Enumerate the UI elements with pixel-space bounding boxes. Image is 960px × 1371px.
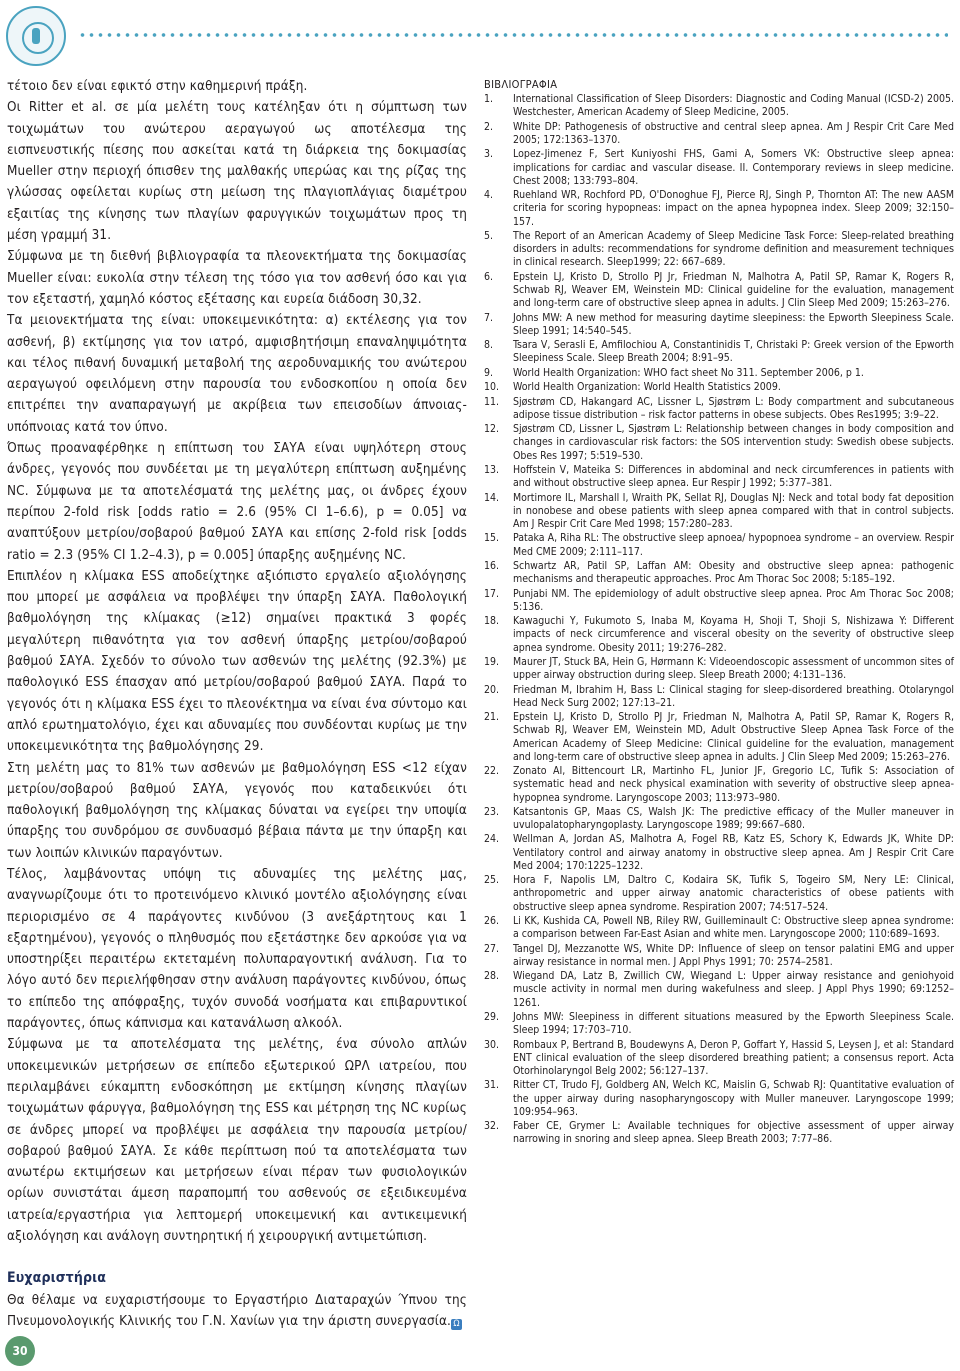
- reference-number: 28.: [484, 970, 500, 983]
- reference-number: 25.: [484, 874, 500, 887]
- reference-number: 2.: [484, 120, 494, 133]
- reference-number: 6.: [484, 270, 494, 283]
- reference-item: [484, 684, 954, 710]
- reference-number: 24.: [484, 833, 500, 846]
- reference-item: [484, 396, 954, 422]
- reference-item: [484, 271, 954, 311]
- reference-text: Johns MW: A new method for measuring daytime sleepiness: the Epworth Sleepiness Scale. Sleep 1991; 14:540–545.: [513, 311, 954, 337]
- paragraph: Σύμφωνα με τη διεθνή βιβλιογραφία τα πλεονεκτήματα της δοκιμασίας Mueller είναι: ευκολία στην τέλεση της τόσο για τον ασθενή όσο και για τον εξεταστή, χαμηλό κόστος εξέτασης και ευρεία διάδοση 30,32.: [7, 249, 467, 307]
- reference-list: [484, 93, 954, 1146]
- reference-text: White DP: Pathogenesis of obstructive and central sleep apnea. Am J Respir Crit Care Med 2005; 172:1363–1370.: [513, 120, 954, 146]
- reference-item: [484, 381, 954, 394]
- reference-number: 7.: [484, 311, 494, 324]
- reference-number: 1.: [484, 93, 494, 106]
- reference-item: [484, 492, 954, 532]
- reference-text: Punjabi NM. The epidemiology of adult obstructive sleep apnea. Proc Am Thorac Soc 2008; 5:136.: [513, 587, 954, 613]
- reference-text: The Report of an American Academy of Sleep Medicine Task Force: Sleep-related breathing disorders in adults: recommendations for syndrome definition and measurement techniques in clinical research. Sleep1999; 22: 667–689.: [513, 229, 954, 269]
- reference-item: [484, 806, 954, 832]
- reference-item: [484, 560, 954, 586]
- reference-item: [484, 765, 954, 805]
- reference-text: Katsantonis GP, Maas CS, Walsh JK: The predictive efficacy of the Muller maneuver in uvulopalatopharyngoplasty. Laryngoscope 1989; 99:667–680.: [513, 805, 954, 832]
- reference-item: [484, 588, 954, 614]
- acknowledgements-heading: Ευχαριστήρια: [7, 1270, 107, 1287]
- reference-text: Li KK, Kushida CA, Powell NB, Riley RW, Guilleminault C: Obstructive sleep apnea syndrome: a comparison between Far-East Asian and white men. Laryngoscope 2000; 110:689–1693.: [513, 915, 954, 941]
- reference-text: Hora F, Napolis LM, Daltro C, Kodaira SK, Tufik S, Togeiro SM, Nery LE: Clinical, anthropometric and upper airway anatomic characteristics of obese patients with obstructive sleep apnea syndrome. Respiration 2007; 74:517–524.: [513, 874, 954, 913]
- reference-item: [484, 423, 954, 463]
- acknowledgements-text: [7, 1290, 467, 1333]
- reference-number: 18.: [484, 615, 500, 628]
- reference-item: [484, 464, 954, 490]
- reference-number: 8.: [484, 339, 494, 352]
- bibliography-column: [484, 78, 954, 1148]
- reference-text: Sjøstrøm CD, Lissner L, Sjøstrøm L: Relationship between changes in body composition and changes in cardiovascular risk factors: the SOS intervention study: Swedish obese subjects. Obes Res 1997; 5:519–530.: [513, 423, 954, 462]
- reference-number: 23.: [484, 805, 500, 818]
- reference-text: Pataka A, Riha RL: The obstructive sleep apnoea/ hypopnoea syndrome – an overview. Respir Med CME 2009; 2:111–117.: [513, 532, 954, 558]
- bibliography-heading: ΒΙΒΛΙΟΓΡΑΦΙΑ: [484, 78, 558, 91]
- reference-item: [484, 615, 954, 655]
- reference-text: Sjøstrøm CD, Hakangard AC, Lissner L, Sjøstrøm L: Body compartment and subcutaneous adipose tissue distribution – risk factor patterns in obese subjects. Obes Res1995; 3:9–22.: [513, 395, 954, 421]
- reference-text: Johns MW: Sleepiness in different situations measured by the Epworth Sleepiness Scale. Sleep 1994; 17:703–710.: [513, 1011, 954, 1037]
- reference-number: 21.: [484, 711, 500, 724]
- reference-text: International Classification of Sleep Disorders: Diagnostic and Coding Manual (ICSD-2) 2005. Westchester, American Academy of Sleep Medicine, 2005.: [513, 93, 954, 119]
- paragraph: τέτοιο δεν είναι εφικτό στην καθημερινή πράξη.: [7, 79, 308, 94]
- reference-text: Tsara V, Serasli E, Amfilochiou A, Constantinidis T, Christaki P: Greek version of the Epworth Sleepiness Scale. Sleep Breath 2004; 8:91–95.: [513, 339, 954, 365]
- end-mark-icon: Ω: [451, 1319, 462, 1330]
- paragraph: Τέλος, λαμβάνοντας υπόψη τις αδυναμίες της μελέτης μας, αναγνωρίζουμε ότι το προτεινόμενο κλινικό μοντέλο αξιολόγησης είναι περιορισμένο σε 4 παράγοντες κινδύνου (3 ανεξάρτητους και 1 εξαρτημένου), γεγονός ο πληθυσμός που εξετάστηκε δεν αρκούσε για να υποστηρίξει περαιτέρω εκτεταμένη πολυπαραγοντική ανάλυση. Για το λόγο αυτό δεν περιελήφθησαν στην ανάλυση παράγοντες κινδύνου, όπως το επίπεδο της απόφραξης, τυχόν συνοδά νοσήματα και επιβαρυντικοί παράγοντες, όπως κάπνισμα και κατανάλωση αλκοόλ.: [7, 866, 467, 1032]
- reference-number: 16.: [484, 559, 500, 572]
- reference-number: 29.: [484, 1011, 500, 1024]
- reference-item: [484, 1079, 954, 1119]
- ack-text: Θα θέλαμε να ευχαριστήσουμε το Εργαστήριο Διαταραχών Ύπνου της Πνευμονολογικής Κλινικής του Γ.Ν. Χανίων για την άριστη συνεργασία.: [7, 1292, 467, 1329]
- reference-number: 32.: [484, 1120, 500, 1133]
- body-column: [7, 76, 467, 1332]
- reference-number: 10.: [484, 381, 500, 394]
- reference-item: [484, 121, 954, 147]
- reference-text: Epstein LJ, Kristo D, Strollo PJ Jr, Friedman N, Malhotra A, Patil SP, Ramar K, Rogers R, Schwab RJ, Weaver EM, Weinstein MD: Clinical guideline for the evaluation, management and long-term care of obstructive sleep apnea in adults. J Clin Sleep Med 2009; 15:263–276.: [513, 270, 954, 310]
- reference-item: [484, 189, 954, 229]
- society-logo: [6, 6, 66, 66]
- reference-text: World Health Organization: WHO fact sheet No 311. September 2006, p 1.: [513, 366, 864, 379]
- reference-text: World Health Organization: World Health Statistics 2009.: [513, 381, 781, 394]
- paragraph: Επιπλέον η κλίμακα ESS αποδείχτηκε αξιόπιστο εργαλείο αξιολόγησης που μπορεί με ασφάλεια να προβλέψει την ύπαρξη ΣΑΥΑ. Παθολογική βαθμολόγηση της κλίμακας (≥12) σημαίνει πρακτικά 3 φορές μεγαλύτερη πιθανότητα για τον ασθενή ύπαρξης μετρίου/σοβαρού βαθμού ΣΑΥΑ. Σχεδόν το σύνολο των ασθενών της μελέτης (92.3%) με παθολογικό ESS έπασχαν από μετρίου/σοβαρού βαθμού ΣΑΥΑ. Παρά το γεγονός ότι η κλίμακα ESS έχει το πλεονέκτημα να είναι ένα σύντομο και απλό ερωτηματολόγιο, έχει και αδυναμίες που συνδέονται κυρίως με την υποκειμενικότητα της βαθμολόγησης 29.: [7, 568, 467, 755]
- reference-item: [484, 1120, 954, 1146]
- reference-item: [484, 148, 954, 188]
- reference-number: 9.: [484, 366, 494, 379]
- reference-number: 15.: [484, 532, 500, 545]
- reference-item: [484, 656, 954, 682]
- reference-text: Zonato AI, Bittencourt LR, Martinho FL, Junior JF, Gregorio LC, Tufik S: Association of systematic head and neck physical examination with severity of obstructive sleep apnea-hypopnea syndrome. Laryngoscope 2003; 113:973–980.: [513, 765, 954, 804]
- reference-item: [484, 970, 954, 1010]
- reference-item: [484, 833, 954, 873]
- reference-text: Wellman A, Jordan AS, Malhotra A, Fogel RB, Katz ES, Schory K, Edwards JK, White DP: Ventilatory control and airway anatomy in obstructive sleep apnea. Am J Respir Crit Care Med 2004; 170:1225–1232.: [513, 833, 954, 872]
- reference-number: 3.: [484, 148, 494, 161]
- paragraph: Οι Ritter et al. σε μία μελέτη τους κατέληξαν ότι η σύμπτωση των τοιχωμάτων του ανώτερου αεραγωγού ως αποτέλεσμα της εισπνευστικής πίεσης που ασκείται κατά τη διάρκεια της δοκιμασίας Mueller στην περιοχή όπισθεν της μαλθακής υπερώας και της ρίζας της γλώσσας οφείλεται κυρίως στη μείωση της πλαγιοπλάγιας διαμέτρου εξαιτίας της κίνησης των πλαγίων φαρυγγικών τοιχωμάτων προς τη μέση γραμμή 31.: [7, 100, 467, 244]
- page-number-badge: 30: [5, 1336, 35, 1366]
- reference-item: [484, 874, 954, 914]
- reference-text: Mortimore IL, Marshall I, Wraith PK, Sellat RJ, Douglas NJ: Neck and total body fat deposition in nonobese and obese patients with sleep apnea compared with that in control subjects. Am J Respir Crit Care Med 1998; 157:280–283.: [513, 491, 954, 530]
- paragraph: Τα μειονεκτήματα της είναι: υποκειμενικότητα: α) εκτέλεσης για τον ασθενή, β) εκτίμησης για τον ιατρό, αμφισβητήσιμη επαναληψιμότητα και τέλος πιθανή δυναμική μεταβολή της αεροδυναμικής του ανώτερου αεραγωγού οφειλόμενη στην παρουσία του ενδοσκοπίου η οποία δεν επιτρέπει την αναπαραγωγή με ακρίβεια των επεισοδίων άπνοιας-υπόπνοιας κατά τον ύπνο.: [7, 313, 467, 435]
- reference-text: Schwartz AR, Patil SP, Laffan AM: Obesity and obstructive sleep apnea: pathogenic mechanisms and therapeutic approaches. Proc Am Thorac Soc 2008; 5:185–192.: [513, 559, 954, 586]
- reference-text: Epstein LJ, Kristo D, Strollo PJ Jr, Friedman N, Malhotra A, Patil SP, Ramar K, Rogers R, Schwab RJ, Weaver EM, Weinstein MD, Adult Obstructive Sleep Apnea Task Force of the American Academy of Sleep Medicine: Clinical guideline for the evaluation, management and long-term care of obstructive sleep apnea in adults. J Clin Sleep Med 2009; 15:263–276.: [513, 711, 954, 763]
- reference-item: [484, 943, 954, 969]
- reference-text: Ruehland WR, Rochford PD, O'Donoghue FJ, Pierce RJ, Singh P, Thornton AT: The new AASM criteria for scoring hypopneas: impact on the apnea hypopnea index. Sleep 2009; 32:150–157.: [513, 189, 954, 228]
- reference-text: Lopez-Jimenez F, Sert Kuniyoshi FHS, Gami A, Somers VK: Obstructive sleep apnea: implications for cardiac and vascular disease. II. Contemporary reviews in sleep medicine. Chest 2008; 133:793–804.: [513, 148, 954, 187]
- paragraph: Στη μελέτη μας το 81% των ασθενών με βαθμολόγηση ESS <12 είχαν μετρίου/σοβαρού βαθμού ΣΑΥΑ, γεγονός που καταδεικνύει ότι παθολογική βαθμολόγηση της κλίμακας δύναται να εγείρει την υποψία ύπαρξης του συνδρόμου σε συνδυασμό βέβαια πάντα με την ύπαρξη και των λοιπών κλινικών παραγόντων.: [7, 760, 467, 861]
- reference-text: Kawaguchi Y, Fukumoto S, Inaba M, Koyama H, Shoji T, Shoji S, Nishizawa Y: Different impacts of neck circumference and visceral obesity on the severity of obstructive sleep apnea syndrome. Obesity 2011; 19:276–282.: [513, 615, 954, 654]
- reference-item: [484, 230, 954, 270]
- reference-item: [484, 1039, 954, 1079]
- reference-number: 17.: [484, 587, 500, 600]
- reference-text: Ritter CT, Trudo FJ, Goldberg AN, Welch KC, Maislin G, Schwab RJ: Quantitative evaluation of the upper airway during nasopharyngoscopy with Muller maneuver. Laryngoscope 1999; 109:954–963.: [513, 1079, 954, 1118]
- reference-number: 27.: [484, 942, 500, 955]
- reference-item: [484, 339, 954, 365]
- reference-number: 22.: [484, 765, 500, 778]
- reference-text: Wiegand DA, Latz B, Zwillich CW, Wiegand L: Upper airway resistance and geniohyoid muscle activity in normal men during wakefulness and sleep. J Appl Phys 1990; 69:1252–1261.: [513, 970, 954, 1009]
- reference-number: 26.: [484, 915, 500, 928]
- reference-number: 5.: [484, 229, 494, 242]
- reference-number: 31.: [484, 1079, 500, 1092]
- reference-text: Friedman M, Ibrahim H, Bass L: Clinical staging for sleep-disordered breathing. Otolaryngol Head Neck Surg 2002; 127:13–21.: [513, 683, 954, 709]
- reference-text: Tangel DJ, Mezzanotte WS, White DP: Influence of sleep on tensor palatini EMG and upper airway resistance in normal men. J Appl Phys 1991; 70: 2574–2581.: [513, 942, 954, 968]
- paragraph: Όπως προαναφέρθηκε η επίπτωση του ΣΑΥΑ είναι υψηλότερη στους άνδρες, γεγονός που συνδέεται με τη μεγαλύτερη επίπτωση αυξημένης NC. Σύμφωνα με τα αποτελέσματά της μελέτης μας, οι άνδρες έχουν περίπου 2-fold risk [odds ratio = 2.6 (95% CI 1–6.6), p = 0.05] να αναπτύξουν μετρίου/σοβαρού βαθμού ΣΑΥΑ και επίσης 2-fold risk [odds ratio = 2.3 (95% CI 1.2–4.3), p = 0.005] ύπαρξης αυξημένης NC.: [7, 441, 467, 563]
- header-dotted-rule: [78, 33, 948, 37]
- reference-text: Hoffstein V, Mateika S: Differences in abdominal and neck circumferences in patients with and without obstructive sleep apnea. Eur Respir J 1992; 5:377–381.: [513, 463, 954, 490]
- reference-item: [484, 93, 954, 119]
- reference-item: [484, 711, 954, 764]
- reference-number: 13.: [484, 463, 500, 476]
- reference-item: [484, 367, 954, 380]
- reference-item: [484, 915, 954, 941]
- reference-number: 20.: [484, 683, 500, 696]
- reference-number: 14.: [484, 491, 500, 504]
- reference-number: 11.: [484, 395, 500, 408]
- reference-text: Faber CE, Grymer L: Available techniques for objective assessment of upper airway narrowing in snoring and sleep apnea. Sleep Breath 2003; 7:77–86.: [513, 1120, 954, 1146]
- reference-item: [484, 532, 954, 558]
- reference-item: [484, 312, 954, 338]
- reference-number: 30.: [484, 1038, 500, 1051]
- reference-number: 4.: [484, 189, 494, 202]
- reference-number: 19.: [484, 655, 500, 668]
- reference-item: [484, 1011, 954, 1037]
- reference-number: 12.: [484, 423, 500, 436]
- paragraph: Σύμφωνα με τα αποτελέσματα της μελέτης, ένα σύνολο απλών υποκειμενικών μετρήσεων σε επίπεδο εξωτερικού ΩΡΛ ιατρείου, που περιλαμβάνει εύκαμπτη ενδοσκόπηση με εκτίμηση κίνησης πλαγίων τοιχωμάτων φάρυγγα, βαθμολόγηση της ESS και μέτρηση της NC κυρίως σε άνδρες μπορεί να προβλέψει με ασφάλεια την παρουσία μετρίου/σοβαρού βαθμού ΣΑΥΑ. Σε κάθε περίπτωση πού τα αποτελέσματα των ανωτέρω εκτιμήσεων και μετρήσεων είναι πέραν των φυσιολογικών ορίων συνιστάται άμεση παραπομπή του ασθενούς σε εξειδικευμένα ιατρεία/εργαστήρια για λεπτομερή υποκειμενική και αντικειμενική αξιολόγηση και ανάλογη συντηρητική ή χειρουργική αντιμετώπιση.: [7, 1037, 467, 1245]
- reference-text: Rombaux P, Bertrand B, Boudewyns A, Deron P, Goffart Y, Hassid S, Leysen J, et al: Standard ENT clinical evaluation of the sleep disordered breathing patient; a consensus report. Acta Otorhinolaryngol Belg 2002; 56:127–137.: [513, 1038, 954, 1078]
- reference-text: Maurer JT, Stuck BA, Hein G, Hørmann K: Videoendoscopic assessment of uncommon sites of upper airway obstruction during sleep. Sleep Breath 2000; 4:131–136.: [513, 655, 954, 682]
